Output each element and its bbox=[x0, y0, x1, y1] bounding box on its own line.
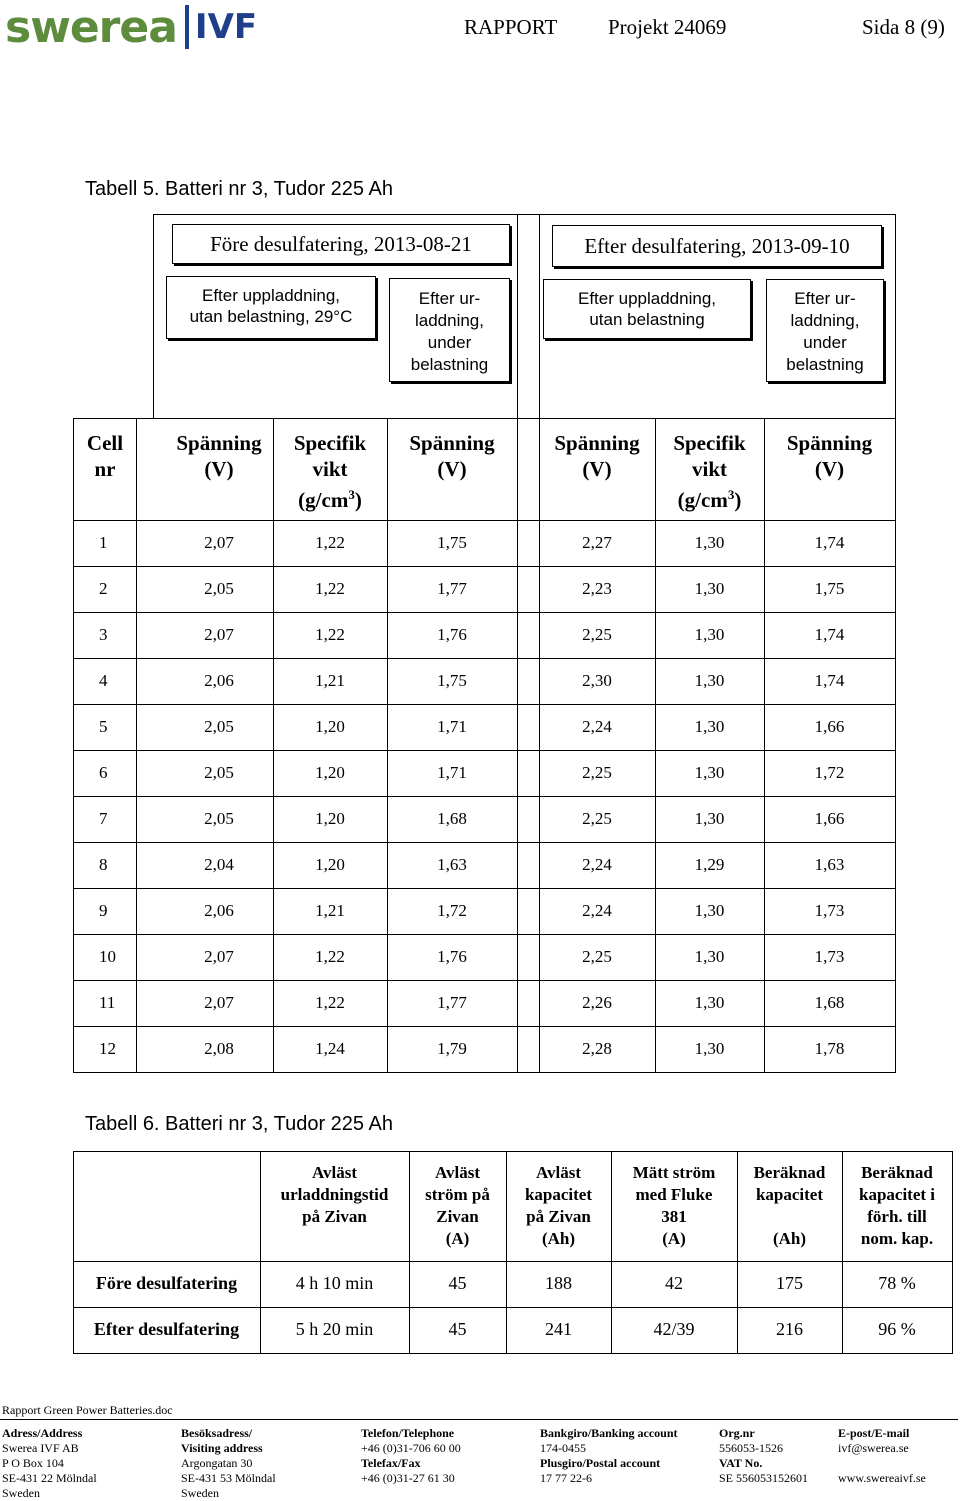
after-title: Efter desulfatering, 2013-09-10 bbox=[584, 234, 850, 258]
after-discharge-line2: laddning, bbox=[790, 311, 860, 330]
table6-value: 45 bbox=[448, 1273, 467, 1293]
table5-row-divider bbox=[73, 842, 896, 843]
before-discharge-line1: Efter ur- bbox=[418, 289, 481, 308]
before-charge-box bbox=[166, 276, 376, 339]
cell-number: 9 bbox=[99, 901, 108, 920]
table6-col-header: Mätt ström med Fluke 381 (A) bbox=[632, 1163, 716, 1248]
table5-value: 2,25 bbox=[582, 625, 612, 644]
table5-value: 2,24 bbox=[582, 901, 612, 920]
table5-value: 2,27 bbox=[582, 533, 612, 552]
logo-ivf-text: IVF bbox=[194, 7, 258, 47]
col-before-specific-gravity: Specifik vikt $(g/cm^3)$ bbox=[293, 431, 367, 512]
table5-row-divider bbox=[73, 980, 896, 981]
table5-value: 2,05 bbox=[204, 717, 234, 736]
table6-value: 175 bbox=[776, 1273, 803, 1293]
cell-number: 3 bbox=[99, 625, 108, 644]
table5-value: 1,22 bbox=[315, 947, 345, 966]
table5-value: 1,71 bbox=[437, 717, 467, 736]
table5-value: 1,30 bbox=[694, 1039, 725, 1058]
cell-number: 1 bbox=[99, 533, 108, 552]
table6-value: 78 % bbox=[878, 1273, 916, 1293]
before-discharge-box bbox=[389, 278, 510, 382]
table5-value: 1,30 bbox=[694, 533, 725, 552]
table6-value: 4 h 10 min bbox=[295, 1273, 374, 1293]
footer-column: Adress/Address Swerea IVF AB P O Box 104 SE-431 22 Mölndal Sweden bbox=[2, 1426, 97, 1500]
table6-col-header: Avläst ström på Zivan (A) bbox=[425, 1163, 490, 1248]
table5-value: 1,21 bbox=[315, 671, 345, 690]
after-discharge-line4: belastning bbox=[786, 355, 864, 374]
table5-value: 1,20 bbox=[315, 855, 345, 874]
table5-value: 1,20 bbox=[315, 809, 345, 828]
table5-value: 1,22 bbox=[315, 625, 345, 644]
cell-number: 6 bbox=[99, 763, 108, 782]
table5-value: 2,05 bbox=[204, 579, 234, 598]
col-cell-nr: Cell nr bbox=[86, 431, 124, 481]
table5-value: 1,22 bbox=[315, 533, 345, 552]
page-number: Sida 8 (9) bbox=[862, 15, 945, 39]
footer-filename: Rapport Green Power Batteries.doc bbox=[2, 1403, 173, 1417]
footer-column: Telefon/Telephone +46 (0)31-706 60 00 Telefax/Fax +46 (0)31-27 61 30 bbox=[361, 1426, 461, 1485]
table6-row-label: Före desulfatering bbox=[95, 1273, 238, 1293]
table5-value: 2,24 bbox=[582, 855, 612, 874]
col-before-voltage-discharged: Spänning (V) bbox=[409, 431, 495, 481]
before-discharge-line3: under bbox=[427, 333, 472, 352]
after-charge-line1: Efter uppladdning, bbox=[578, 289, 716, 308]
logo-divider bbox=[185, 5, 189, 49]
table5-value: 1,72 bbox=[437, 901, 467, 920]
table5-value: 2,05 bbox=[204, 809, 234, 828]
col-before-voltage-charged: Spänning (V) bbox=[176, 431, 262, 481]
footer-column: Besöksadress/ Visiting address Argongatan 30 SE-431 53 Mölndal Sweden bbox=[181, 1426, 276, 1500]
table6-value: 241 bbox=[545, 1319, 572, 1339]
table5-value: 1,22 bbox=[315, 579, 345, 598]
before-title-box bbox=[172, 224, 510, 264]
before-discharge-line2: laddning, bbox=[414, 311, 484, 330]
table6-value: 42/39 bbox=[653, 1319, 695, 1339]
table5-value: 2,24 bbox=[582, 717, 612, 736]
table5-value: 1,30 bbox=[694, 809, 725, 828]
table5-value: 2,25 bbox=[582, 947, 612, 966]
table5-value: 1,63 bbox=[437, 855, 467, 874]
table5-value: 1,30 bbox=[694, 625, 725, 644]
after-discharge-line3: under bbox=[803, 333, 847, 352]
table6-value: 188 bbox=[545, 1273, 572, 1293]
table5-value: 2,04 bbox=[204, 855, 234, 874]
table5-value: 2,07 bbox=[204, 533, 234, 552]
after-title-box bbox=[552, 225, 882, 267]
table5-value: 1,30 bbox=[694, 763, 725, 782]
table5-value: 2,26 bbox=[582, 993, 612, 1012]
after-charge-box bbox=[543, 279, 751, 339]
table5-value: 2,07 bbox=[204, 947, 234, 966]
table5-value: 1,30 bbox=[694, 579, 725, 598]
table5-value: 1,66 bbox=[814, 809, 845, 828]
table5-value: 1,74 bbox=[814, 625, 845, 644]
table6-col-header: Avläst kapacitet på Zivan (Ah) bbox=[524, 1163, 593, 1248]
table5-value: 1,75 bbox=[814, 579, 845, 598]
table5-value: 1,72 bbox=[814, 763, 845, 782]
table5-value: 1,24 bbox=[315, 1039, 345, 1058]
cell-number: 2 bbox=[99, 579, 108, 598]
table5-row-divider bbox=[73, 520, 896, 521]
table5-row-divider bbox=[73, 888, 896, 889]
table5-value: 1,74 bbox=[814, 533, 845, 552]
table6-row-label: Efter desulfatering bbox=[93, 1319, 240, 1339]
col-after-voltage-charged: Spänning (V) bbox=[554, 431, 640, 481]
table5-value: 1,73 bbox=[814, 947, 845, 966]
table5-value: 1,21 bbox=[315, 901, 345, 920]
table6-value: 45 bbox=[448, 1319, 467, 1339]
cell-number: 5 bbox=[99, 717, 108, 736]
table5-value: 2,07 bbox=[204, 993, 234, 1012]
table5-value: 1,75 bbox=[437, 533, 467, 552]
table5-value: 1,20 bbox=[315, 717, 345, 736]
table5-row-divider bbox=[73, 796, 896, 797]
cell-number: 4 bbox=[99, 671, 108, 690]
table5-value: 1,30 bbox=[694, 993, 725, 1012]
table5-value: 1,20 bbox=[315, 763, 345, 782]
table5-value: 1,30 bbox=[694, 671, 725, 690]
table6-col-header: Beräknad kapacitet i förh. till nom. kap. bbox=[858, 1163, 936, 1248]
table5-value: 1,78 bbox=[814, 1039, 845, 1058]
after-discharge-box bbox=[766, 279, 884, 382]
doc-type: RAPPORT bbox=[464, 15, 558, 39]
before-charge-line2: utan belastning, 29°C bbox=[189, 307, 353, 326]
table5-value: 2,05 bbox=[204, 763, 234, 782]
table5-value: 1,63 bbox=[814, 855, 845, 874]
table5-bottom-border bbox=[73, 1072, 896, 1073]
table5-row-divider bbox=[73, 704, 896, 705]
footer-column: E-post/E-mail ivf@swerea.se www.swereaivf.se bbox=[838, 1426, 926, 1485]
table5-value: 2,08 bbox=[204, 1039, 234, 1058]
cell-number: 12 bbox=[99, 1039, 116, 1058]
table5-row-divider bbox=[73, 612, 896, 613]
table5-value: 1,74 bbox=[814, 671, 845, 690]
table6-value: 42 bbox=[665, 1273, 683, 1293]
table5-value: 1,29 bbox=[694, 855, 725, 874]
logo-swerea-text: swerea bbox=[5, 1, 177, 53]
after-discharge-line1: Efter ur- bbox=[794, 289, 856, 308]
table6-value: 96 % bbox=[878, 1319, 916, 1339]
table5-value: 2,25 bbox=[582, 809, 612, 828]
table5-value: 2,28 bbox=[582, 1039, 612, 1058]
footer-column: Bankgiro/Banking account 174-0455 Plusgiro/Postal account 17 77 22-6 bbox=[540, 1426, 678, 1485]
table5-value: 2,06 bbox=[204, 671, 234, 690]
table6-col-header: Beräknad kapacitet (Ah) bbox=[753, 1163, 826, 1248]
swerea-ivf-logo bbox=[5, 2, 257, 52]
table5-value: 1,79 bbox=[437, 1039, 467, 1058]
project-number: Projekt 24069 bbox=[608, 15, 727, 39]
table5-value: 1,66 bbox=[814, 717, 845, 736]
table5-caption: Tabell 5. Batteri nr 3, Tudor 225 Ah bbox=[85, 178, 393, 200]
table5-value: 1,77 bbox=[437, 993, 467, 1012]
cell-number: 11 bbox=[99, 993, 116, 1012]
table5-value: 1,76 bbox=[437, 625, 467, 644]
table6-value: 5 h 20 min bbox=[295, 1319, 374, 1339]
before-title: Före desulfatering, 2013-08-21 bbox=[210, 232, 472, 256]
table5-value: 1,68 bbox=[814, 993, 845, 1012]
table5-value: 1,77 bbox=[437, 579, 467, 598]
table5-value: 2,06 bbox=[204, 901, 234, 920]
col-after-specific-gravity: Specifik vikt $(g/cm^3)$ bbox=[673, 431, 746, 512]
table5-value: 2,07 bbox=[204, 625, 234, 644]
cell-number: 8 bbox=[99, 855, 108, 874]
cell-number: 10 bbox=[99, 947, 116, 966]
table5-row-divider bbox=[73, 750, 896, 751]
table5-value: 1,30 bbox=[694, 947, 725, 966]
table5-row-divider bbox=[73, 934, 896, 935]
footer-column: Org.nr 556053-1526 VAT No. SE 556053152601 bbox=[719, 1426, 809, 1485]
table5-value: 2,23 bbox=[582, 579, 612, 598]
before-charge-line1: Efter uppladdning, bbox=[202, 286, 340, 305]
table5-value: 1,22 bbox=[315, 993, 345, 1012]
col-after-voltage-discharged: Spänning (V) bbox=[786, 431, 873, 481]
table5-value: 2,25 bbox=[582, 763, 612, 782]
table5-row-divider bbox=[73, 1026, 896, 1027]
table6-col-header: Avläst urladdningstid på Zivan bbox=[280, 1163, 389, 1226]
table5-value: 1,68 bbox=[437, 809, 467, 828]
table6-caption: Tabell 6. Batteri nr 3, Tudor 225 Ah bbox=[85, 1113, 393, 1135]
cell-number: 7 bbox=[99, 809, 108, 828]
table5-value: 1,73 bbox=[814, 901, 845, 920]
table5-value: 1,71 bbox=[437, 763, 467, 782]
table5-row-divider bbox=[73, 566, 896, 567]
table5-value: 2,30 bbox=[582, 671, 612, 690]
table5-row-divider bbox=[73, 658, 896, 659]
table6-value: 216 bbox=[776, 1319, 803, 1339]
table5-value: 1,75 bbox=[437, 671, 467, 690]
table5-value: 1,76 bbox=[437, 947, 467, 966]
before-discharge-line4: belastning bbox=[410, 355, 489, 374]
table5-value: 1,30 bbox=[694, 901, 725, 920]
table5-value: 1,30 bbox=[694, 717, 725, 736]
after-charge-line2: utan belastning bbox=[589, 310, 705, 329]
